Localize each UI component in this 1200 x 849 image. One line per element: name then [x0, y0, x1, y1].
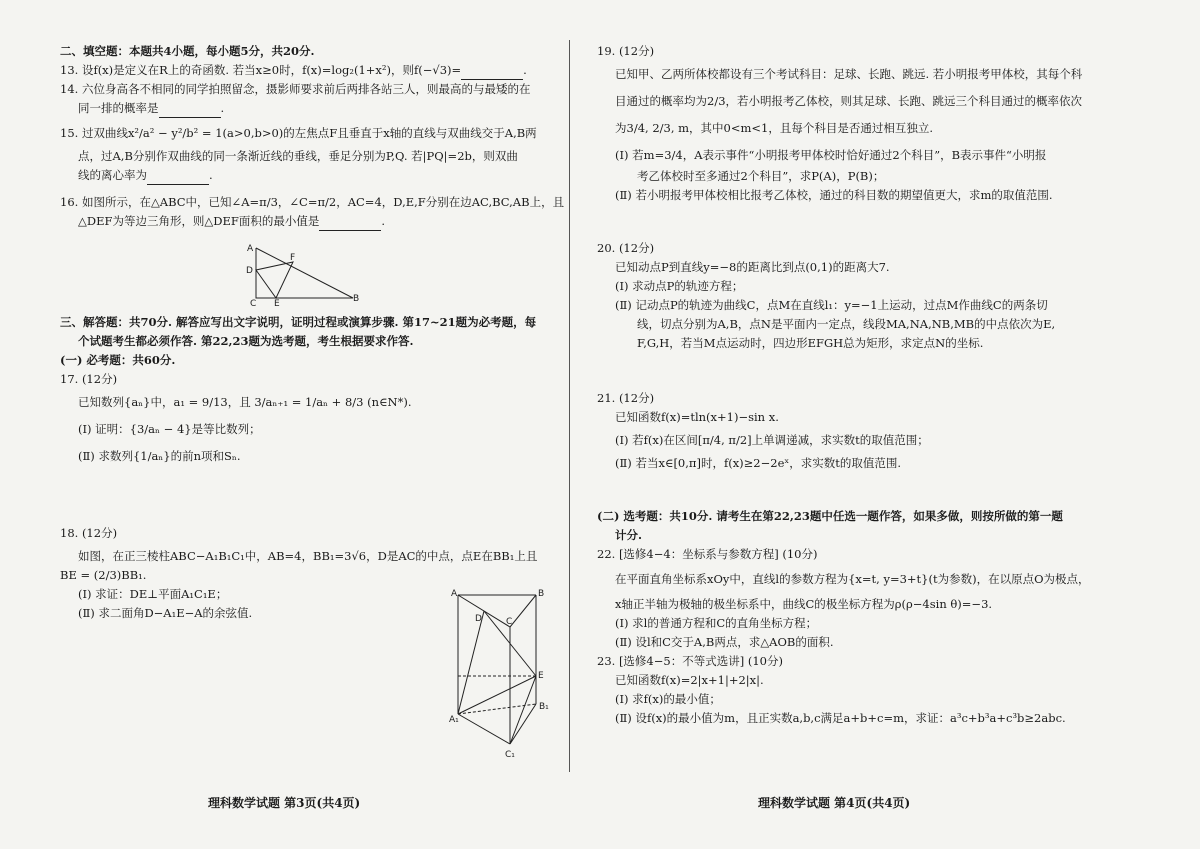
question-20-part2-2: 线，切点分别为A,B，点N是平面内一定点，线段MA,NA,NB,MB的中点依次为E,	[637, 317, 1056, 331]
question-21-stem: 已知函数f(x)=tln(x+1)−sin x.	[615, 410, 779, 424]
triangle-figure	[243, 242, 363, 307]
right-page	[575, 0, 1200, 849]
prism-figure	[448, 587, 558, 762]
question-18-heading: 18. (12分)	[60, 526, 118, 540]
section-heading-optional-2: 计分.	[615, 528, 643, 542]
fig2-label-e: E	[538, 671, 544, 681]
fig1-label-c: C	[250, 299, 257, 307]
section-heading-fill-in: 二、填空题：本题共4小题，每小题5分，共20分.	[60, 44, 315, 58]
question-18-stem-2: BE = (2/3)BB₁.	[60, 568, 147, 582]
question-19-part1-2: 考乙体校时至多通过2个科目”，求P(A)，P(B)；	[637, 169, 885, 183]
footer-page-4: 理科数学试题 第4页(共4页)	[758, 796, 911, 810]
answer-blank	[159, 105, 221, 118]
footer-page-3: 理科数学试题 第3页(共4页)	[208, 796, 361, 810]
question-15-text: 线的离心率为	[78, 168, 147, 182]
question-21-part2: (Ⅱ) 若当x∈[0,π]时，f(x)≥2−2eˣ，求实数t的取值范围.	[615, 456, 902, 470]
question-14-text: 同一排的概率是	[78, 101, 159, 115]
question-16-line1: 16. 如图所示，在△ABC中，已知∠A=π/3，∠C=π/2，AC=4，D,E,F分别在边AC,BC,AB上，且	[60, 195, 565, 209]
question-21-part1: (Ⅰ) 若f(x)在区间[π/4, π/2]上单调递减，求实数t的取值范围；	[615, 433, 929, 447]
fig1-label-a: A	[247, 244, 254, 254]
question-13-text: 13. 设f(x)是定义在R上的奇函数. 若当x≥0时，f(x)=log₂(1+x²)，则f(−√3)=	[60, 63, 462, 77]
section-heading-answer: 三、解答题：共70分. 解答应写出文字说明，证明过程或演算步骤. 第17~21题为必考题，每	[60, 315, 537, 329]
question-23-part1: (Ⅰ) 求f(x)的最小值；	[615, 692, 721, 706]
fig2-label-d: D	[475, 614, 482, 624]
question-17-heading: 17. (12分)	[60, 372, 118, 386]
fig1-label-d: D	[246, 266, 253, 276]
question-22-heading: 22. [选修4−4：坐标系与参数方程] (10分)	[597, 547, 818, 561]
section-heading-optional: (二) 选考题：共10分. 请考生在第22,23题中任选一题作答，如果多做，则按所做的第一题	[597, 509, 1063, 523]
question-20-heading: 20. (12分)	[597, 241, 655, 255]
question-22-part2: (Ⅱ) 设l和C交于A,B两点，求△AOB的面积.	[615, 635, 834, 649]
question-19-stem-3: 为3/4, 2/3, m，其中0<m<1，且每个科目是否通过相互独立.	[615, 121, 934, 135]
question-15-line2: 点，过A,B分别作双曲线的同一条渐近线的垂线，垂足分别为P,Q. 若|PQ|=2b，则双曲	[78, 149, 518, 163]
question-18-stem: 如图，在正三棱柱ABC−A₁B₁C₁中，AB=4，BB₁=3√6，D是AC的中点，点E在BB₁上且	[78, 549, 538, 563]
question-19-stem-1: 已知甲、乙两所体校都设有三个考试科目：足球、长跑、跳远. 若小明报考甲体校，其每个科	[615, 67, 1083, 81]
question-16-text: △DEF为等边三角形，则△DEF面积的最小值是	[78, 214, 320, 228]
question-21-heading: 21. (12分)	[597, 391, 655, 405]
question-22-part1: (Ⅰ) 求l的普通方程和C的直角坐标方程；	[615, 616, 818, 630]
question-23-heading: 23. [选修4−5：不等式选讲] (10分)	[597, 654, 783, 668]
question-20-part2-3: F,G,H，若当M点运动时，四边形EFGH总为矩形，求定点N的坐标.	[637, 336, 984, 350]
question-23-part2: (Ⅱ) 设f(x)的最小值为m，且正实数a,b,c满足a+b+c=m，求证：a³c+b³a+c³b≥2abc.	[615, 711, 1066, 725]
question-23-stem: 已知函数f(x)=2|x+1|+2|x|.	[615, 673, 764, 687]
subsection-required: (一) 必考题：共60分.	[60, 353, 176, 367]
answer-blank	[147, 172, 209, 185]
question-17-part1: (Ⅰ) 证明：{3/aₙ − 4}是等比数列；	[78, 422, 261, 436]
question-20-stem: 已知动点P到直线y=−8的距离比到点(0,1)的距离大7.	[615, 260, 890, 274]
question-18-part2: (Ⅱ) 求二面角D−A₁E−A的余弦值.	[78, 606, 253, 620]
question-22-stem-2: x轴正半轴为极轴的极坐标系中，曲线C的极坐标方程为ρ(ρ−4sin θ)=−3.	[615, 597, 993, 611]
fig2-label-b: B	[538, 589, 545, 599]
question-22-stem: 在平面直角坐标系xOy中，直线l的参数方程为{x=t, y=3+t}(t为参数)，在以原点O为极点，	[615, 572, 1090, 586]
question-20-part2: (Ⅱ) 记动点P的轨迹为曲线C，点M在直线l₁：y=−1上运动，过点M作曲线C的两条切	[615, 298, 1048, 312]
question-19-stem-2: 目通过的概率均为2/3，若小明报考乙体校，则其足球、长跑、跳远三个科目通过的概率依次	[615, 94, 1083, 108]
fig1-label-b: B	[353, 294, 360, 304]
question-14-line2: 同一排的概率是 .	[60, 99, 555, 118]
answer-blank	[461, 67, 523, 80]
question-16-line2: △DEF为等边三角形，则△DEF面积的最小值是 .	[60, 212, 555, 231]
fig2-label-c: C	[506, 617, 513, 627]
question-20-part1: (Ⅰ) 求动点P的轨迹方程；	[615, 279, 744, 293]
question-18-part1: (Ⅰ) 求证：DE⊥平面A₁C₁E；	[78, 587, 228, 601]
fig2-label-b1: B₁	[539, 702, 549, 712]
section-heading-answer-2: 个试题考生都必须作答. 第22,23题为选考题，考生根据要求作答.	[78, 334, 414, 348]
question-14-line1: 14. 六位身高各不相同的同学拍照留念，摄影师要求前后两排各站三人，则最高的与最矮的在	[60, 82, 531, 96]
question-13: 13. 设f(x)是定义在R上的奇函数. 若当x≥0时，f(x)=log₂(1+x²)，则f(−√3)= .	[60, 61, 555, 80]
page-divider	[569, 40, 570, 772]
fig2-label-c1: C₁	[505, 750, 515, 760]
fig2-label-a: A	[451, 589, 458, 599]
question-19-part2: (Ⅱ) 若小明报考甲体校相比报考乙体校，通过的科目数的期望值更大，求m的取值范围.	[615, 188, 1053, 202]
fig2-label-a1: A₁	[449, 715, 459, 725]
question-17-stem: 已知数列{aₙ}中，a₁ = 9/13，且 3/aₙ₊₁ = 1/aₙ + 8/3 (n∈N*).	[78, 395, 412, 409]
fig1-label-e: E	[274, 299, 280, 307]
question-15-line3: 线的离心率为 .	[60, 166, 555, 185]
fig1-label-f: F	[290, 253, 296, 263]
question-15-line1: 15. 过双曲线x²/a² − y²/b² = 1(a>0,b>0)的左焦点F且垂直于x轴的直线与双曲线交于A,B两	[60, 126, 537, 140]
question-17-part2: (Ⅱ) 求数列{1/aₙ}的前n项和Sₙ.	[78, 449, 241, 463]
question-19-part1: (Ⅰ) 若m=3/4，A表示事件“小明报考甲体校时恰好通过2个科目”，B表示事件“小明报	[615, 148, 1047, 162]
question-19-heading: 19. (12分)	[597, 44, 655, 58]
answer-blank	[319, 218, 381, 231]
